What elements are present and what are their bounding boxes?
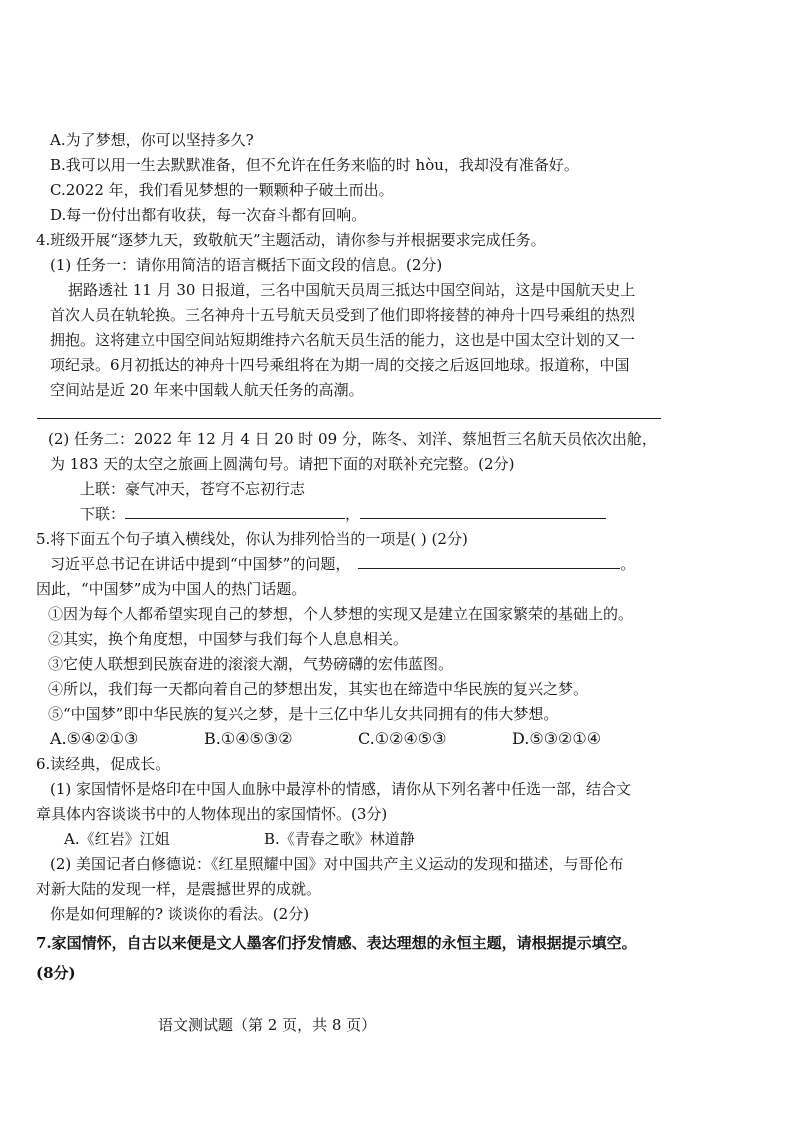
q7-stem: 7.家国情怀，自古以来便是文人墨客们抒发情感、表达理想的永恒主题，请根据提示填空。 [36, 934, 637, 952]
q4-passage-line: 空间站是近 20 年来中国载人航天任务的高潮。 [50, 381, 364, 399]
q3-option-b: B.我可以用一生去默默准备，但不允许在任务来临的时 hòu，我却没有准备好。 [50, 156, 579, 174]
q4-upper-couplet: 上联：豪气冲天，苍穹不忘初行志 [80, 480, 306, 498]
q5-context-blank[interactable] [358, 556, 620, 569]
q6-part2-line3: 你是如何理解的? 谈谈你的看法。(2分) [50, 905, 310, 923]
q5-choice-a[interactable]: A.⑤④②①③ [50, 729, 139, 748]
q5-context-start: 习近平总书记在讲话中提到“中国梦”的问题， [50, 555, 351, 573]
q6-part1-line1: (1) 家国情怀是烙印在中国人血脉中最淳朴的情感，请你从下列名著中任选一部，结合文 [50, 780, 632, 798]
q5-sentence-5: ⑤“中国梦”即中华民族的复兴之梦，是十三亿中华儿女共同拥有的伟大梦想。 [48, 705, 559, 723]
page-footer: 语文测试题（第 2 页，共 8 页） [158, 1016, 377, 1034]
q5-choice-d[interactable]: D.⑤③②①④ [512, 729, 602, 748]
q3-option-d: D.每一份付出都有收获，每一次奋斗都有回响。 [50, 206, 367, 224]
q4-passage-line: 项纪录。6月初抵达的神舟十四号乘组将在为期一周的交接之后返回地球。报道称，中国 [50, 356, 630, 374]
lower-couplet-blank-2[interactable] [360, 506, 606, 519]
q4-task2-line1: (2) 任务二：2022 年 12 月 4 日 20 时 09 分，陈冬、刘洋、蔡旭哲三名航天员依次出舱， [48, 430, 657, 448]
q5-context-end: 。 [620, 555, 636, 573]
q4-lower-couplet [80, 505, 606, 523]
lower-couplet-blank-1[interactable] [125, 506, 345, 519]
q6-part2-line1: (2) 美国记者白修德说：《红星照耀中国》对中国共产主义运动的发现和描述，与哥伦布 [50, 855, 624, 873]
lower-couplet-label: 下联： [80, 505, 126, 523]
q4-passage-line: 拥抱。这将建立中国空间站短期维持六名航天员生活的能力，这也是中国太空计划的又一 [50, 331, 636, 349]
lower-couplet-comma: ， [345, 505, 361, 523]
q5-sentence-1: ①因为每个人都希望实现自己的梦想，个人梦想的实现又是建立在国家繁荣的基础上的。 [48, 605, 634, 623]
q6-part2-line2: 对新大陆的发现一样，是震撼世界的成就。 [36, 880, 322, 898]
q4-task1-prompt: (1) 任务一：请你用简洁的语言概括下面文段的信息。(2分) [50, 256, 443, 274]
q5-sentence-3: ③它使人联想到民族奋进的滚滚大潮，气势磅礴的宏伟蓝图。 [48, 655, 454, 673]
q6-part1-line2: 章具体内容谈谈书中的人物体现出的家国情怀。(3分) [36, 805, 388, 823]
q5-choice-c[interactable]: C.①②④⑤③ [358, 729, 447, 748]
q5-choices [50, 730, 601, 748]
q7-score: (8分) [36, 964, 76, 982]
q5-sentence-4: ④所以，我们每一天都向着自己的梦想出发，其实也在缔造中华民族的复兴之梦。 [48, 680, 589, 698]
q3-option-c: C.2022 年，我们看见梦想的一颗颗种子破土而出。 [50, 181, 394, 199]
q5-stem: 5.将下面五个句子填入横线处，你认为排列恰当的一项是( ) (2分) [36, 530, 468, 548]
q6-book-b: B.《青春之歌》林道静 [264, 830, 415, 848]
q4-task2-line2: 为 183 天的太空之旅画上圆满句号。请把下面的对联补充完整。(2分) [50, 455, 515, 473]
q6-stem: 6.读经典，促成长。 [36, 755, 171, 773]
q5-context-line1 [50, 555, 635, 573]
q5-context-line2: 因此，“中国梦”成为中国人的热门话题。 [36, 580, 307, 598]
q3-option-a: A.为了梦想，你可以坚持多久? [50, 131, 254, 149]
q4-passage-line: 据路透社 11 月 30 日报道，三名中国航天员周三抵达中国空间站，这是中国航天史上 [68, 281, 636, 299]
q5-sentence-2: ②其实，换个角度想，中国梦与我们每个人息息相关。 [48, 630, 409, 648]
q5-choice-b[interactable]: B.①④⑤③② [204, 729, 293, 748]
q4-task1-answer-line[interactable] [37, 418, 661, 419]
q6-book-a: A.《红岩》江姐 [64, 830, 170, 848]
q4-passage-line: 首次人员在轨轮换。三名神舟十五号航天员受到了他们即将接替的神舟十四号乘组的热烈 [50, 306, 636, 324]
q4-stem: 4.班级开展“逐梦九天，致敬航天”主题活动，请你参与并根据要求完成任务。 [36, 231, 546, 249]
